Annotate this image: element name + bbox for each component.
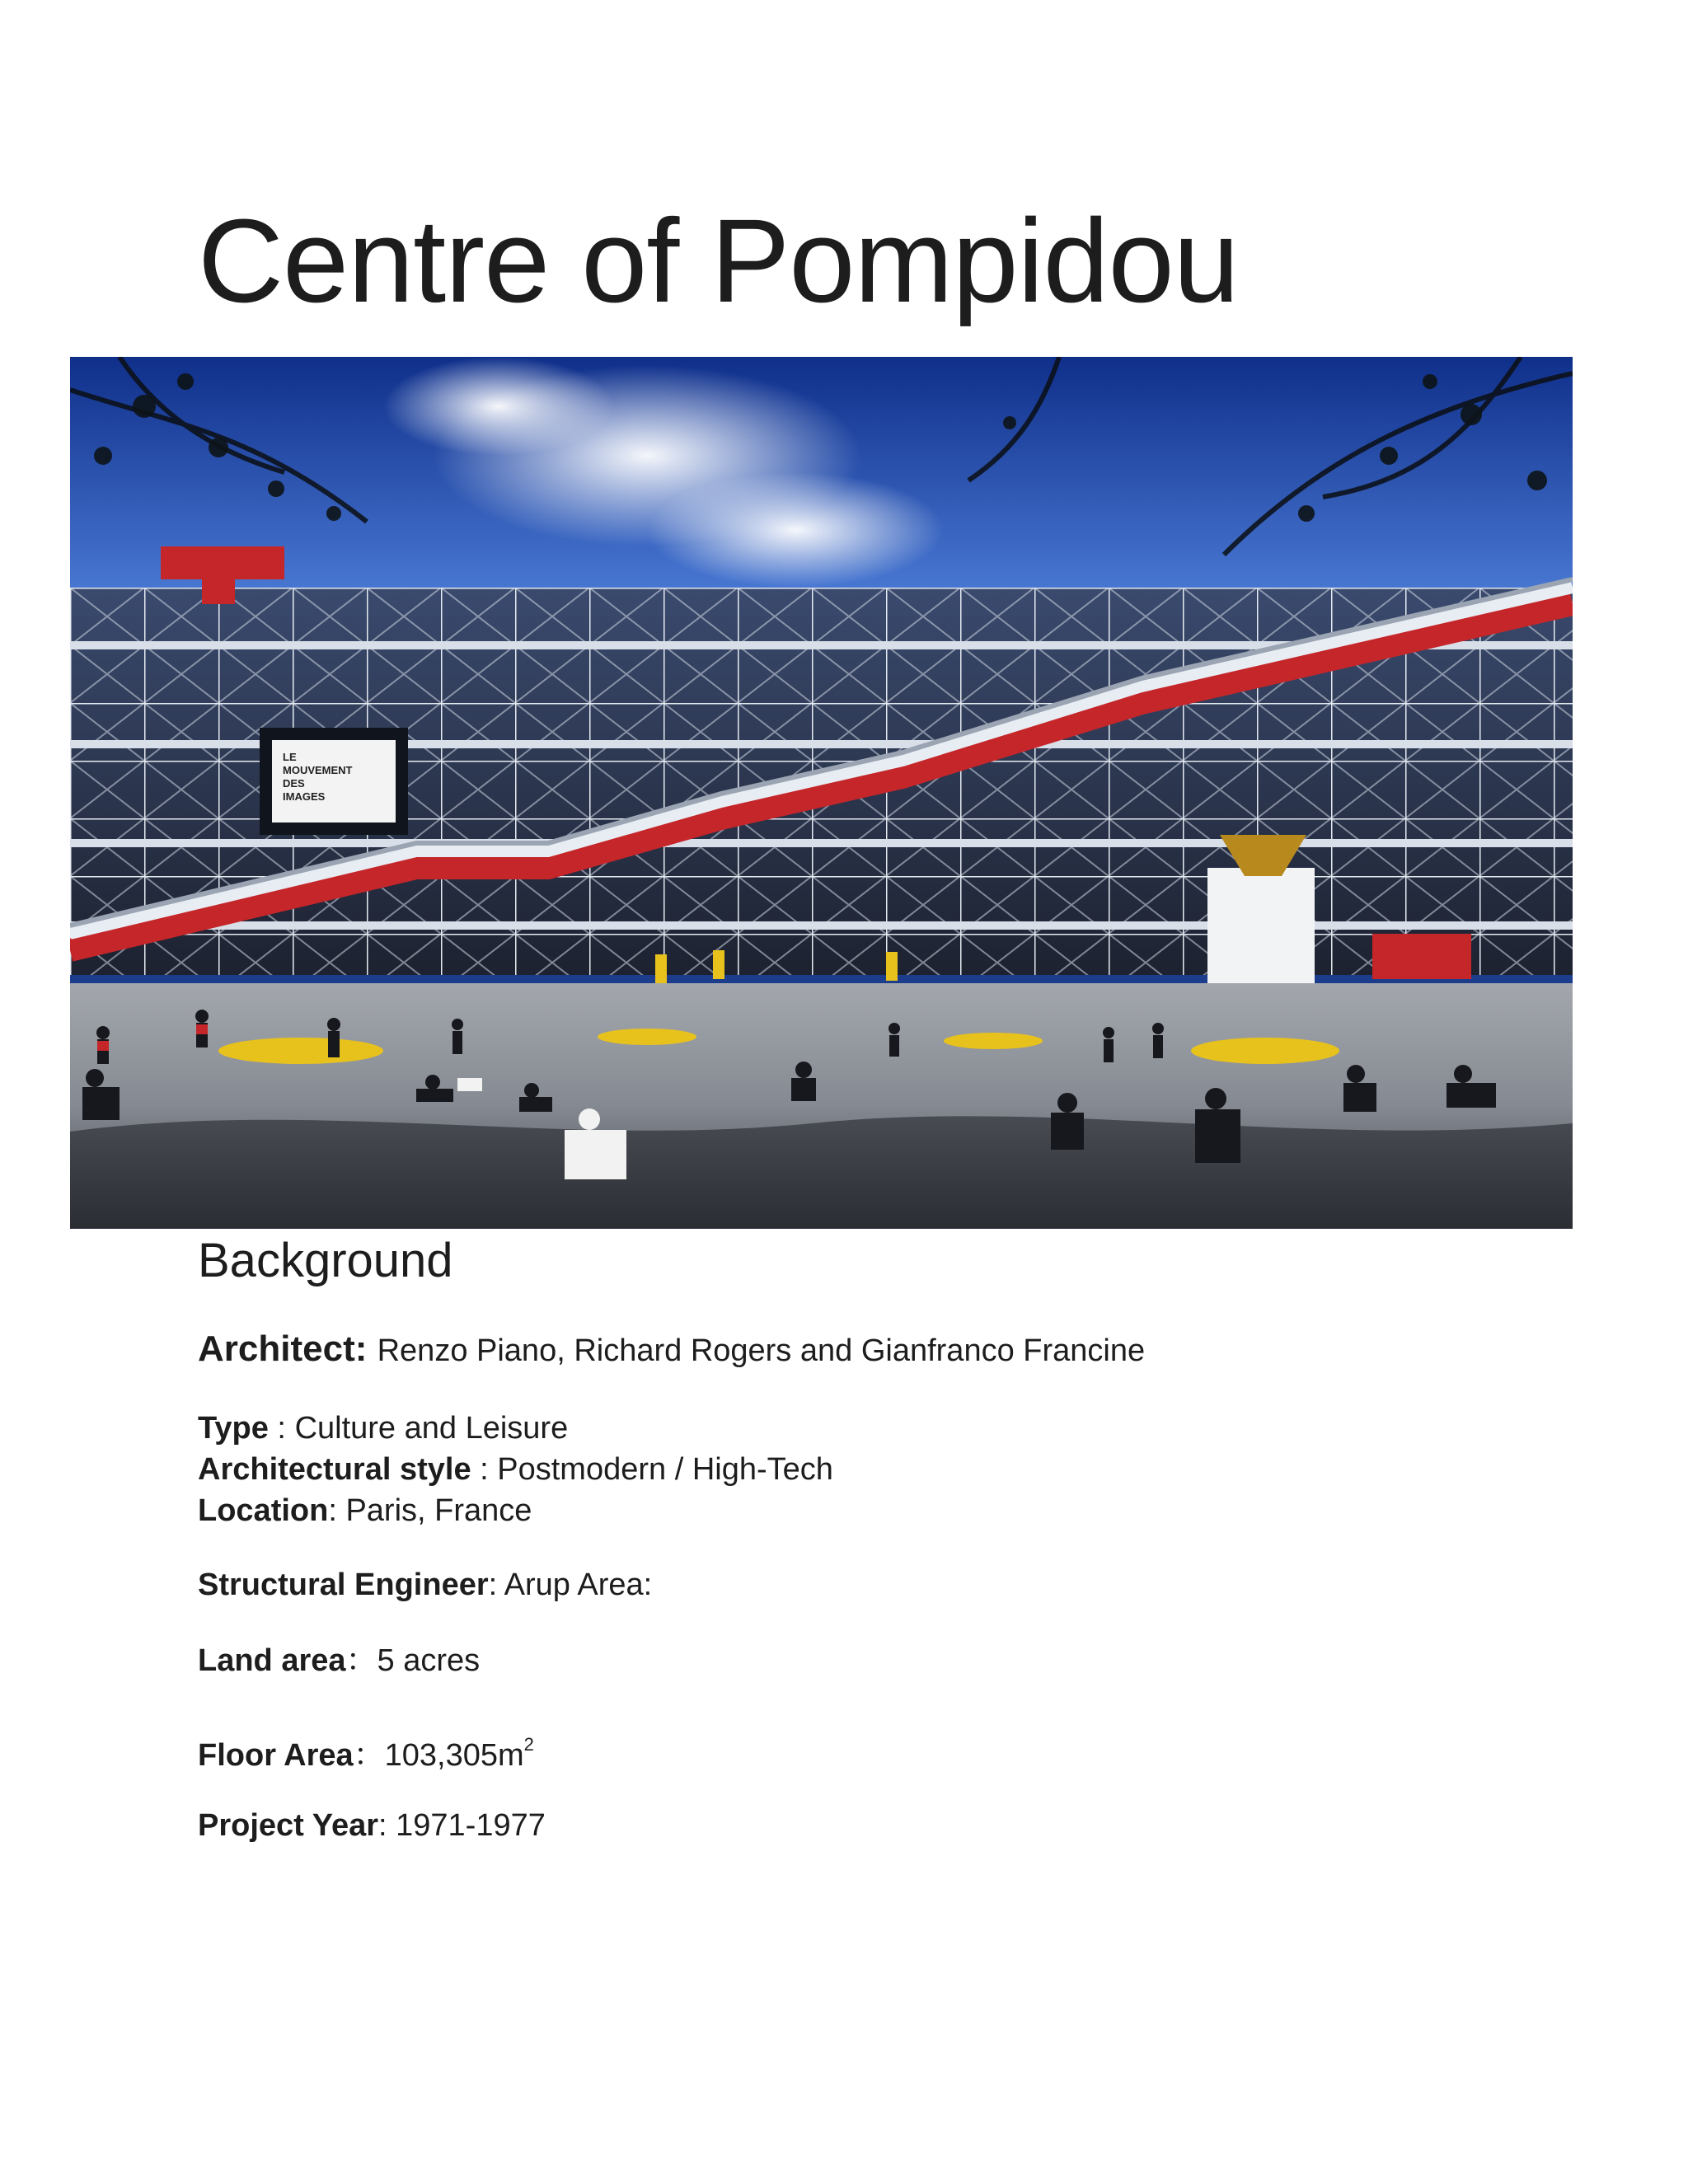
- field-architect-label: Architect: [198, 1329, 355, 1369]
- field-style-value: Postmodern / High-Tech: [497, 1452, 833, 1487]
- field-style-label: Architectural style: [198, 1452, 471, 1487]
- field-engineer-label: Structural Engineer: [198, 1568, 489, 1602]
- field-structural-engineer: [198, 1564, 652, 1605]
- field-style-separator: :: [471, 1452, 498, 1487]
- field-location-value: Paris, France: [345, 1493, 532, 1528]
- field-land-area: [198, 1640, 480, 1681]
- field-location-separator: :: [328, 1493, 346, 1528]
- field-type-label: Type: [198, 1411, 269, 1446]
- field-architectural-style: [198, 1449, 833, 1490]
- sign-text-3: DES: [283, 777, 305, 790]
- pompidou-facade-image: [70, 357, 1573, 1229]
- field-type-separator: :: [268, 1411, 295, 1446]
- field-project-year: [198, 1805, 546, 1846]
- sign-text-2: MOUVEMENT: [283, 764, 353, 776]
- field-architect-value: Renzo Piano, Richard Rogers and Gianfranco Francine: [377, 1333, 1146, 1368]
- section-heading-background: Background: [198, 1234, 453, 1287]
- field-land-area-label: Land area: [198, 1643, 346, 1678]
- field-engineer-value: Arup Area:: [504, 1568, 653, 1602]
- field-location: [198, 1490, 532, 1531]
- field-project-year-label: Project Year: [198, 1808, 379, 1843]
- field-project-year-value: 1971-1977: [396, 1808, 546, 1843]
- field-location-label: Location: [198, 1493, 329, 1528]
- page-title: Centre of Pompidou: [198, 194, 1239, 327]
- field-project-year-separator: :: [378, 1808, 396, 1843]
- sign-text-1: LE: [283, 751, 297, 763]
- field-floor-area-unit-superscript: 2: [523, 1734, 534, 1755]
- field-floor-area: [198, 1724, 534, 1776]
- field-land-area-value: 5 acres: [377, 1643, 481, 1678]
- field-architect: [198, 1329, 1145, 1371]
- field-land-area-separator: ：: [345, 1643, 377, 1678]
- field-floor-area-label: Floor Area: [198, 1738, 354, 1773]
- field-type: [198, 1408, 568, 1449]
- field-type-value: Culture and Leisure: [294, 1411, 569, 1446]
- sign-text-4: IMAGES: [283, 790, 326, 803]
- field-floor-area-separator: ：: [353, 1738, 385, 1773]
- field-floor-area-value: 103,305m: [384, 1738, 524, 1773]
- building-photo: [70, 357, 1573, 1229]
- field-engineer-separator: :: [488, 1568, 504, 1602]
- field-architect-separator: :: [354, 1329, 377, 1369]
